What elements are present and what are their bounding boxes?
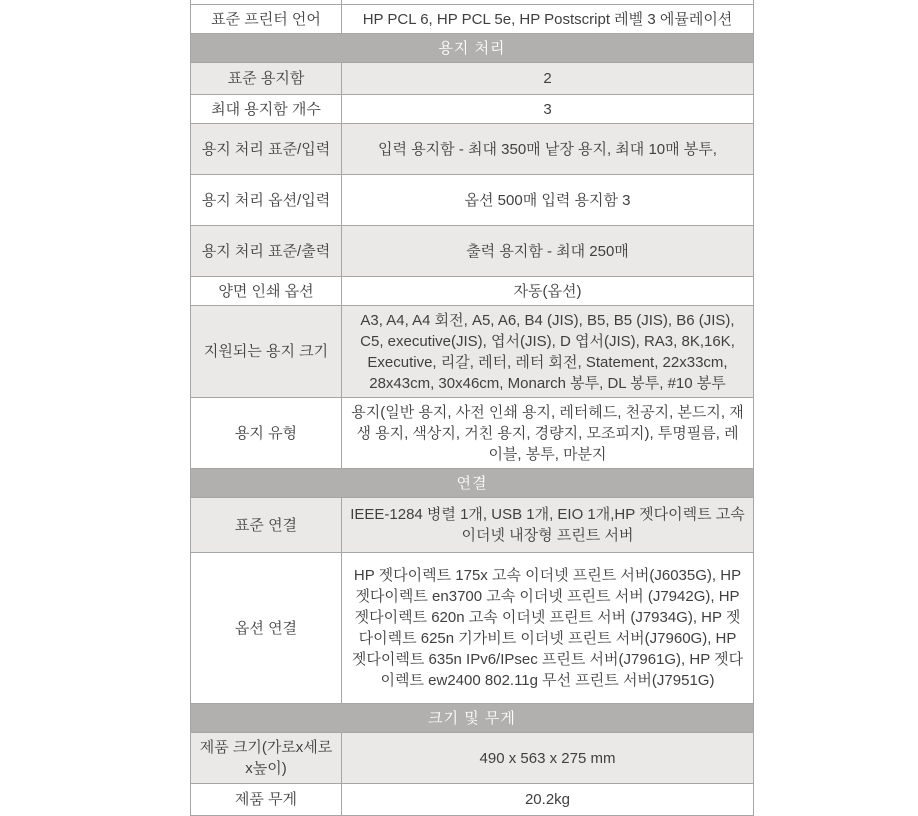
spec-value: A3, A4, A4 회전, A5, A6, B4 (JIS), B5, B5 (JIS), B6 (JIS), C5, executive(JIS), 엽서(JIS), D 엽서(JIS), RA3, 8K,16K, Executive, 리갈, 레터, 레터 회전, Statement, 22x33cm, 28x43cm, 30x46cm, Monarch 봉투, DL 봉투, #10 봉투 [342,306,754,398]
spec-label: 최대 용지함 개수 [191,95,342,124]
spec-row-paper-handling-optional-input [191,175,754,226]
spec-label: 표준 프린터 언어 [191,5,342,34]
spec-label: 용지 유형 [191,398,342,469]
spec-value: 옵션 500매 입력 용지함 3 [342,175,754,226]
section-header-connectivity [191,469,754,498]
spec-label: 표준 용지함 [191,63,342,95]
spec-label: 용지 처리 옵션/입력 [191,175,342,226]
spec-label: 용지 처리 표준/입력 [191,124,342,175]
spec-label: 제품 무게 [191,784,342,816]
spec-value: 자동(옵션) [342,277,754,306]
spec-label: 제품 크기(가로x세로x높이) [191,733,342,784]
spec-row-printer-language [191,5,754,34]
spec-row-paper-handling-standard-output [191,226,754,277]
spec-row-supported-paper-sizes [191,306,754,398]
section-title: 용지 처리 [191,34,754,63]
spec-label: 지원되는 용지 크기 [191,306,342,398]
section-title: 크기 및 무게 [191,704,754,733]
spec-row-paper-types [191,398,754,469]
spec-value: 3 [342,95,754,124]
spec-value: IEEE-1284 병렬 1개, USB 1개, EIO 1개,HP 젯다이렉트 고속 이더넷 내장형 프린트 서버 [342,498,754,553]
spec-row-optional-connectivity [191,553,754,704]
spec-label: 양면 인쇄 옵션 [191,277,342,306]
spec-row-max-trays [191,95,754,124]
spec-value: HP PCL 6, HP PCL 5e, HP Postscript 레벨 3 에뮬레이션 [342,5,754,34]
spec-label: 용지 처리 표준/출력 [191,226,342,277]
spec-value: 2 [342,63,754,95]
spec-row-standard-connectivity [191,498,754,553]
spec-value: 20.2kg [342,784,754,816]
spec-value: HP 젯다이렉트 175x 고속 이더넷 프린트 서버(J6035G), HP 젯다이렉트 en3700 고속 이더넷 프린트 서버 (J7942G), HP 젯다이렉트 620n 고속 이더넷 프린트 서버 (J7934G), HP 젯다이렉트 625n 기가비트 이더넷 프린트 서버(J7960G), HP 젯다이렉트 635n IPv6/IPsec 프린트 서버(J7961G), HP 젯다이렉트 ew2400 802.11g 무선 프린트 서버(J7951G) [342,553,754,704]
section-title: 연결 [191,469,754,498]
spec-row-standard-trays [191,63,754,95]
spec-row-duplex-option [191,277,754,306]
spec-value: 490 x 563 x 275 mm [342,733,754,784]
printer-spec-table [190,0,754,816]
spec-value: 용지(일반 용지, 사전 인쇄 용지, 레터헤드, 천공지, 본드지, 재생 용지, 색상지, 거친 용지, 경량지, 모조피지), 투명필름, 레이블, 봉투, 마분지 [342,398,754,469]
section-header-paper-handling [191,34,754,63]
spec-label: 표준 연결 [191,498,342,553]
spec-value: 출력 용지함 - 최대 250매 [342,226,754,277]
spec-value: 입력 용지함 - 최대 350매 낱장 용지, 최대 10매 봉투, [342,124,754,175]
spec-row-product-dimensions [191,733,754,784]
spec-row-product-weight [191,784,754,816]
spec-row-paper-handling-standard-input [191,124,754,175]
spec-label: 옵션 연결 [191,553,342,704]
section-header-size-weight [191,704,754,733]
